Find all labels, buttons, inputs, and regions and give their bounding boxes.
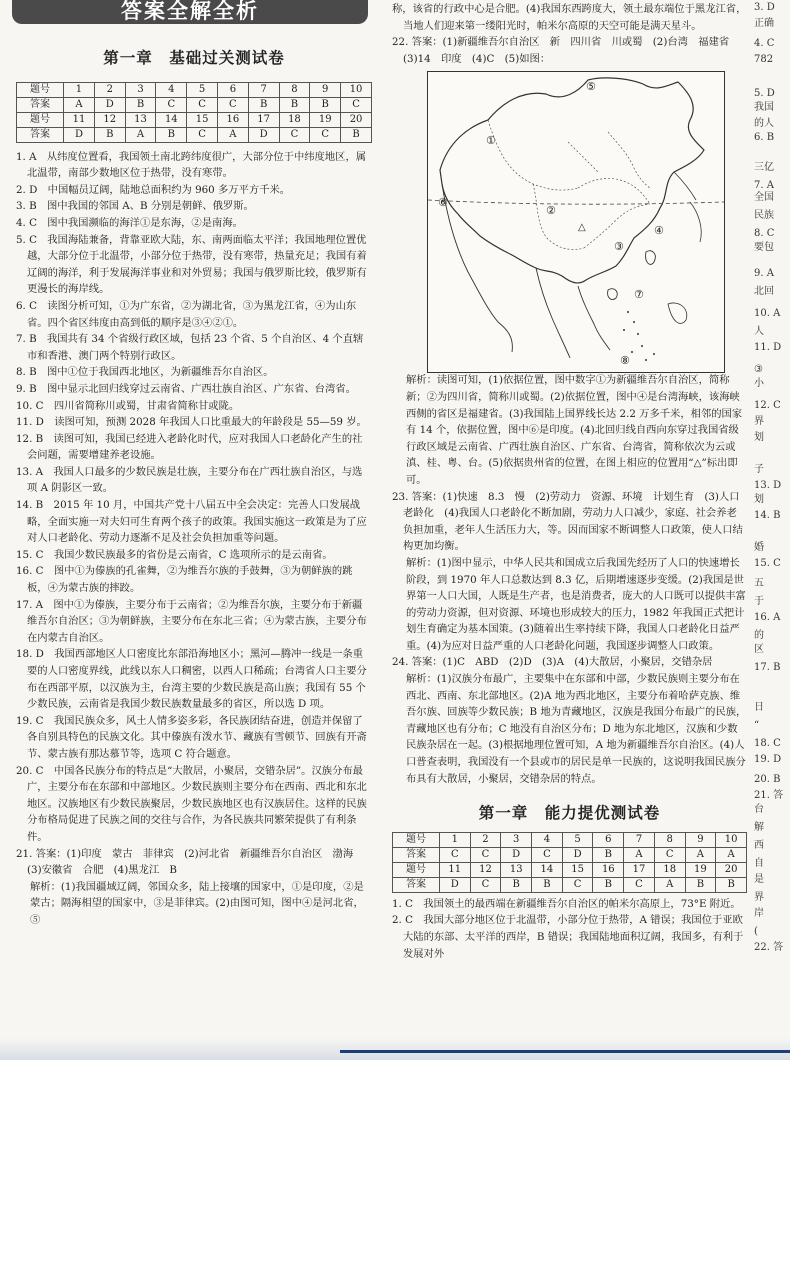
map-label-1: ① (486, 134, 496, 147)
answer-table-advanced-row (393, 847, 747, 862)
answer-table-advanced-cell: 3 (501, 832, 532, 847)
answer-table-basic-row (17, 112, 372, 127)
answer-table-advanced-cell: 15 (562, 862, 593, 877)
edge-fragment: 人 (754, 326, 764, 337)
answer-item: 2. D 中国幅员辽阔，陆地总面积约为 960 多万平方千米。 (16, 183, 291, 196)
answer-table-advanced-cell: 1 (439, 832, 470, 847)
answer-item: 15. C 我国少数民族最多的省份是云南省，C 选项所示的是云南省。 (16, 548, 333, 561)
answer-table-basic-cell: 10 (341, 82, 372, 97)
answer-table-advanced-cell: D (562, 847, 593, 862)
answer-table-basic-cell: C (341, 97, 372, 112)
edge-fragment: 自 (754, 858, 764, 869)
answer-item: 21. 答案：(1)印度 蒙古 菲律宾 (2)河北省 新疆维吾尔自治区 渤海 (3)安徽省 合肥 (4)黑龙江 B (16, 847, 364, 877)
answer-item: 1. A 从纬度位置看，我国领土南北跨纬度很广，大部分位于中纬度地区，属北温带，南部少数地区位于热带，没有寒带。 (16, 150, 367, 180)
edge-fragment: 于 (754, 596, 764, 607)
answer-table-advanced-cell: 8 (654, 832, 685, 847)
answer-table-basic-cell: A (217, 127, 248, 142)
answer-item: 8. B 图中①位于我国西北地区，为新疆维吾尔自治区。 (16, 366, 274, 379)
answer-table-basic-cell: B (94, 127, 125, 142)
answer-table-advanced-cell: B (685, 877, 716, 892)
answer-table-advanced-cell: C (532, 847, 563, 862)
answer-item: 22. 答案：(1)新疆维吾尔自治区 新 四川省 川或蜀 (2)台湾 福建省 (3)14 印度 (4)C (5)如图： (392, 36, 740, 65)
edge-fragment: 782 (754, 54, 774, 65)
answer-item: 3. B 图中我国的邻国 A、B 分别是朝鲜、俄罗斯。 (16, 200, 254, 213)
china-map-drawing (428, 72, 724, 372)
answer-table-basic-row (17, 82, 372, 97)
adjacent-page-edge (752, 0, 790, 1060)
page-bottom-edge (0, 1038, 790, 1060)
answer-table-basic-cell: B (125, 97, 156, 112)
edge-fragment: 6. B (754, 132, 775, 143)
map-label-5: ⑤ (586, 80, 596, 93)
answer-table-advanced-cell: 11 (439, 862, 470, 877)
explanation-paragraph: 解析：(1)我国疆域辽阔，邻国众多，陆上接壤的国家中，①是印度，②是蒙古；隔海相望的国家中，③是菲律宾。(2)由图可知，图中④是河北省，⑤ (30, 880, 364, 926)
edge-fragment: 3. D (754, 2, 775, 13)
answer-table-basic-row-header: 答案 (17, 127, 64, 142)
answer-table-advanced-cell: A (716, 847, 747, 862)
answer-table-basic-cell: C (187, 97, 218, 112)
answer-table-advanced-cell: D (439, 877, 470, 892)
edge-fragment: 18. C (754, 738, 781, 749)
edge-fragment: 15. C (754, 558, 781, 569)
answer-table-advanced-cell: 16 (593, 862, 624, 877)
answer-table-basic-cell: 2 (94, 82, 125, 97)
answer-table-basic-cell: 4 (156, 82, 187, 97)
answer-table-advanced-cell: A (654, 877, 685, 892)
edge-fragment: 的 (754, 630, 764, 641)
answer-table-basic-row (17, 127, 372, 142)
answer-item: 19. C 我国民族众多，风土人情多姿多彩，各民族团结奋进，创造并保留了各自别具特色的民族文化。其中傣族有泼水节、藏族有雪顿节、回族有开斋节、蒙古族有那达慕节等，选项 C 符合题意。 (16, 714, 367, 760)
edge-fragment: 岸 (754, 908, 764, 919)
edge-fragment: 我国 (754, 102, 774, 113)
answer-table-basic-cell: B (279, 97, 310, 112)
answer-table-basic-cell: 11 (64, 112, 95, 127)
map-label-7: ⑦ (634, 288, 644, 301)
answer-table-advanced-cell: A (685, 847, 716, 862)
answer-table-basic-cell: 5 (187, 82, 218, 97)
china-map-figure (427, 71, 725, 373)
edge-fragment: 划 (754, 432, 764, 443)
chapter-title-basic: 第一章 基础过关测试卷 (103, 49, 285, 67)
edge-fragment: “ (754, 720, 760, 731)
answer-table-advanced-cell: B (593, 877, 624, 892)
edge-fragment: 日 (754, 702, 764, 713)
edge-fragment: 子 (754, 464, 764, 475)
edge-fragment: 20. B (754, 774, 781, 785)
answer-item: 20. C 中国各民族分布的特点是“大散居，小聚居，交错杂居”。汉族分布最广，主要分布在东部和中部地区。少数民族则主要分布在西南、西北和东北地区。汉族地区有少数民族聚居，少数民族地区也有汉族居住。这样的民族分布格局促进了民族之间的交往与合作，为各民族共同繁荣提供了有利条件。 (16, 764, 367, 843)
answer-table-advanced-cell: 9 (685, 832, 716, 847)
answer-table-advanced-cell: C (439, 847, 470, 862)
left-answer-list (16, 149, 372, 929)
edge-fragment: 解 (754, 822, 764, 833)
answer-item: 1. C 我国领土的最西端在新疆维吾尔自治区的帕米尔高原上，73°E 附近。 (392, 897, 741, 910)
answer-table-advanced-cell: A (624, 847, 655, 862)
tropic-of-cancer-line (428, 200, 724, 204)
edge-fragment: 北回 (754, 286, 774, 297)
answer-item: 2. C 我国大部分地区位于北温带，小部分位于热带，A 错误；我国位于亚欧大陆的东部、太平洋的西岸，B 错误；我国陆地面积辽阔，我国多，有利于发展对外 (392, 914, 744, 960)
edge-fragment: 小 (754, 378, 764, 389)
edge-fragment: 界 (754, 416, 764, 427)
banner-title: 答案全解全析 (121, 0, 259, 23)
answer-table-basic-cell: 1 (64, 82, 95, 97)
answer-item: 5. C 我国海陆兼备，背靠亚欧大陆，东、南两面临太平洋；我国地理位置优越，大部分位于北温带，小部分位于热带，没有寒带，热量充足；我国有着辽阔的海洋，利于发展海洋事业和对外贸易；我国与俄罗斯比较，俄罗斯有更漫长的海岸线。 (16, 233, 367, 296)
answer-table-advanced-cell: 2 (470, 832, 501, 847)
answer-table-basic-cell: 20 (341, 112, 372, 127)
answer-table-basic-row-header: 答案 (17, 97, 64, 112)
answer-table-advanced-cell: 20 (716, 862, 747, 877)
edge-fragment: 11. D (754, 342, 782, 353)
answer-table-advanced-cell: D (501, 847, 532, 862)
answer-table-advanced-cell: C (470, 877, 501, 892)
answer-table-basic-row (17, 97, 372, 112)
answer-table-basic-cell: B (341, 127, 372, 142)
answer-table-advanced-cell: 5 (562, 832, 593, 847)
answer-table-basic-cell: 13 (125, 112, 156, 127)
answer-table-basic-cell: C (279, 127, 310, 142)
answer-table-advanced-row-header: 题号 (393, 862, 440, 877)
edge-fragment: 16. A (754, 612, 781, 623)
answer-table-basic-cell: 17 (248, 112, 279, 127)
answer-table-advanced-cell: 14 (532, 862, 563, 877)
chapter-title-advanced: 第一章 能力提优测试卷 (478, 804, 661, 823)
edge-fragment: 9. A (754, 268, 774, 279)
edge-fragment: 五 (754, 578, 764, 589)
map-label-8: ⑧ (620, 354, 630, 367)
edge-fragment: 正确 (754, 18, 774, 29)
china-outline (440, 78, 704, 283)
right-answer-list-bottom (392, 372, 747, 787)
answer-item: 12. B 读图可知，我国已经进入老龄化时代，应对我国人口老龄化产生的社会问题，需要增建养老设施。 (16, 432, 363, 462)
map-label-3: ③ (614, 240, 624, 253)
answer-table-basic-cell: D (248, 127, 279, 142)
map-label-6: ⑥ (438, 196, 448, 209)
answer-table-advanced-row (393, 877, 747, 892)
map-label-4: ④ (654, 224, 664, 237)
edge-fragment: 的人 (754, 118, 774, 129)
answer-table-advanced-cell: C (562, 877, 593, 892)
answer-table-advanced-cell: B (501, 877, 532, 892)
left-column (16, 0, 372, 929)
answer-table-basic-cell: B (248, 97, 279, 112)
edge-fragment: 4. C (754, 38, 775, 49)
edge-fragment: 10. A (754, 308, 781, 319)
answer-table-advanced-cell: 10 (716, 832, 747, 847)
answer-item: 10. C 四川省简称川或蜀，甘肃省简称甘或陇。 (16, 399, 240, 412)
answer-table-advanced-cell: B (593, 847, 624, 862)
answer-table-basic-cell: C (310, 127, 341, 142)
edge-fragment: 5. D (754, 88, 775, 99)
answer-table-basic-cell: C (156, 97, 187, 112)
answer-table-basic-row-header: 题号 (17, 82, 64, 97)
answer-table-basic (16, 82, 372, 143)
answer-table-advanced-cell: B (716, 877, 747, 892)
answer-item: 6. C 读图分析可知，①为广东省，②为湖北省，③为黑龙江省，④为山东省。四个省区纬度由高到低的顺序是③④②①。 (16, 299, 357, 329)
answer-table-basic-cell: 18 (279, 112, 310, 127)
edge-fragment: 8. C (754, 228, 775, 239)
answer-table-advanced-cell: 19 (685, 862, 716, 877)
answer-item: 13. A 我国人口最多的少数民族是壮族，主要分布在广西壮族自治区，与选项 A 阴影区一致。 (16, 465, 363, 495)
edge-fragment: 三亿 (754, 162, 774, 173)
edge-fragment: ( (754, 926, 758, 937)
edge-fragment: 婚 (754, 542, 764, 553)
answer-table-advanced-cell: C (624, 877, 655, 892)
bottom-blue-bar (340, 1050, 790, 1053)
explanation-paragraph: 解析：(1)汉族分布最广，主要集中在东部和中部，少数民族则主要分布在西北、西南、东北部地区。(2)A 地为西北地区，主要分布着哈萨克族、维吾尔族、回族等少数民族；B 地为青藏地区，汉族是我国分布最广的民族，青藏地区也有分布；C 地没有自治区分布；D 地为东北地区，汉族和少数民族杂居在一起。(3)根据地理位置可知，A 地为新疆维吾尔自治区。(4)人口普查表明，我国没有一个县或市的居民是单一民族的，这说明我国民族分布具有大散居，小聚居，交错杂居的特点。 (406, 673, 747, 785)
answer-table-advanced-cell: 17 (624, 862, 655, 877)
map-label-2: ② (546, 204, 556, 217)
answer-item: 11. D 读图可知，预测 2028 年我国人口比重最大的年龄段是 55—59 岁。 (16, 416, 367, 429)
answer-item: 23. 答案：(1)快速 8.3 慢 (2)劳动力 资源、环境 计划生育 (3)人口老龄化 (4)我国人口老龄化不断加剧，劳动力人口减少，家庭、社会养老负担加重，老年人生活压力大，等。因而国家不断调整人口政策，使人口结构更加均衡。 (392, 490, 743, 553)
edge-fragment: 7. A (754, 180, 774, 191)
edge-fragment: 13. D (754, 480, 782, 491)
edge-fragment: 要包 (754, 242, 774, 253)
answer-table-advanced-row (393, 832, 747, 847)
edge-fragment: 划 (754, 494, 764, 505)
answer-table-basic-cell: 6 (217, 82, 248, 97)
answer-table-basic-cell: C (217, 97, 248, 112)
answer-item: 称，该省的行政中心是合肥。(4)我国东西跨度大，领土最东端位于黑龙江省，当地人们迎来第一缕阳光时，帕米尔高原的天空可能是满天星斗。 (392, 3, 747, 32)
map-label-triangle: △ (578, 222, 586, 233)
answer-table-advanced-cell: 4 (532, 832, 563, 847)
answer-item: 17. A 图中①为傣族，主要分布于云南省；②为维吾尔族，主要分布于新疆维吾尔自治区；③为朝鲜族，主要分布在东北三省；④为蒙古族，主要分布在内蒙古自治区。 (16, 598, 367, 644)
answer-table-basic-cell: A (64, 97, 95, 112)
right-answer-list-end (392, 896, 747, 962)
answer-table-basic-cell: 12 (94, 112, 125, 127)
answer-table-advanced-cell: 18 (654, 862, 685, 877)
edge-fragment: 区 (754, 644, 764, 655)
answer-item: 16. C 图中①为傣族的孔雀舞，②为维吾尔族的手鼓舞，③为朝鲜族的跳板，④为蒙古族的摔跤。 (16, 565, 353, 595)
explanation-paragraph: 解析：读图可知，(1)依据位置，图中数字①为新疆维吾尔自治区，简称新；②为四川省，简称川或蜀。(2)依据位置，图中④是台湾海峡，该海峡西侧的省区是福建省。(3)我国陆上国界线长达 2.2 万多千米，相邻的国家有 14 个，依据位置，图中⑥是印度。(4)北回归线自西向东穿过我国省级行政区域是云南省、广西壮族自治区、广东省、台湾省，简称依次为云或滇、桂、粤、台。(5)依据贵州省的位置，在图上相应的位置用“△”标出即可。 (406, 374, 743, 486)
answer-table-advanced-cell: B (532, 877, 563, 892)
explanation-paragraph: 解析：(1)图中显示，中华人民共和国成立后我国先经历了人口的快速增长阶段，到 1970 年人口总数达到 8.3 亿，后期增速逐步变缓。(2)我国是世界第一人口大国，人既是生产者，也是消费者，庞大的人口既可以提供丰富的劳动力资源，但对资源、环境也形成较大的压力，1982 年我国正式把计划生育确定为基本国策。(3)随着出生率持续下降，我国人口老龄化日益严重。(4)为应对日益严重的人口老龄化问题，我国逐步调整人口政策。 (406, 556, 746, 652)
answer-table-basic-cell: 16 (217, 112, 248, 127)
answer-table-basic-cell: B (310, 97, 341, 112)
answer-table-advanced-cell: 13 (501, 862, 532, 877)
answer-table-advanced-cell: C (654, 847, 685, 862)
edge-fragment: 21. 答 (754, 790, 784, 801)
answer-table-advanced-row-header: 题号 (393, 832, 440, 847)
edge-fragment: ③ (754, 364, 763, 375)
edge-fragment: 17. B (754, 662, 781, 673)
answer-table-basic-cell: 19 (310, 112, 341, 127)
answer-table-advanced-cell: 7 (624, 832, 655, 847)
answer-item: 14. B 2015 年 10 月，中国共产党十八届五中全会决定：完善人口发展战略，全面实施一对夫妇可生育两个孩子的政策。我国实施这一政策是为了应对人口老龄化、劳动力逐渐不足及社会负担加重等问题。 (16, 499, 367, 545)
answer-table-basic-cell: D (64, 127, 95, 142)
answer-item: 7. B 我国共有 34 个省级行政区域，包括 23 个省、5 个自治区、4 个直辖市和香港、澳门两个特别行政区。 (16, 333, 364, 362)
answer-table-advanced-row-header: 答案 (393, 847, 440, 862)
answer-table-basic-cell: 8 (279, 82, 310, 97)
edge-fragment: 全国 (754, 192, 774, 203)
answer-item: 9. B 图中显示北回归线穿过云南省、广西壮族自治区、广东省、台湾省。 (16, 382, 356, 395)
answer-table-advanced-cell: C (470, 847, 501, 862)
right-answer-list-top (392, 1, 747, 67)
answer-table-basic-cell: 14 (156, 112, 187, 127)
answer-table-basic-cell: C (187, 127, 218, 142)
answer-item: 24. 答案：(1)C ABD (2)D (3)A (4)大散居，小聚居，交错杂居 (392, 656, 713, 669)
answer-table-advanced-row-header: 答案 (393, 877, 440, 892)
answer-item: 18. D 我国西部地区人口密度比东部沿海地区小；黑河—腾冲一线是一条重要的人口密度界线，此线以东人口稠密，以西人口稀疏；台湾省人口主要分布在西部平原，以汉族为主，台湾主要的少数民族是高山族；我国有 55 个少数民族，云南省是我国少数民族数量最多的省区，所以选 D 项。 (16, 648, 367, 711)
answer-table-basic-row-header: 题号 (17, 112, 64, 127)
answer-table-basic-cell: 3 (125, 82, 156, 97)
answer-item: 4. C 图中我国濒临的海洋①是东海，②是南海。 (16, 216, 243, 229)
answer-table-basic-cell: A (125, 127, 156, 142)
answer-table-advanced-cell: 6 (593, 832, 624, 847)
edge-fragment: 是 (754, 874, 764, 885)
edge-fragment: 14. B (754, 510, 781, 521)
answer-table-basic-cell: D (94, 97, 125, 112)
answer-table-basic-cell: B (156, 127, 187, 142)
edge-fragment: 民族 (754, 210, 774, 221)
edge-fragment: 12. C (754, 400, 781, 411)
answer-table-basic-cell: 7 (248, 82, 279, 97)
answer-table-basic-cell: 9 (310, 82, 341, 97)
edge-fragment: 西 (754, 840, 764, 851)
answer-table-basic-cell: 15 (187, 112, 218, 127)
answer-table-advanced (392, 832, 747, 893)
answer-table-advanced-cell: 12 (470, 862, 501, 877)
edge-fragment: 19. D (754, 754, 782, 765)
edge-fragment: 台 (754, 804, 764, 815)
edge-fragment: 界 (754, 892, 764, 903)
edge-fragment: 22. 答 (754, 942, 784, 953)
answer-table-advanced-row (393, 862, 747, 877)
